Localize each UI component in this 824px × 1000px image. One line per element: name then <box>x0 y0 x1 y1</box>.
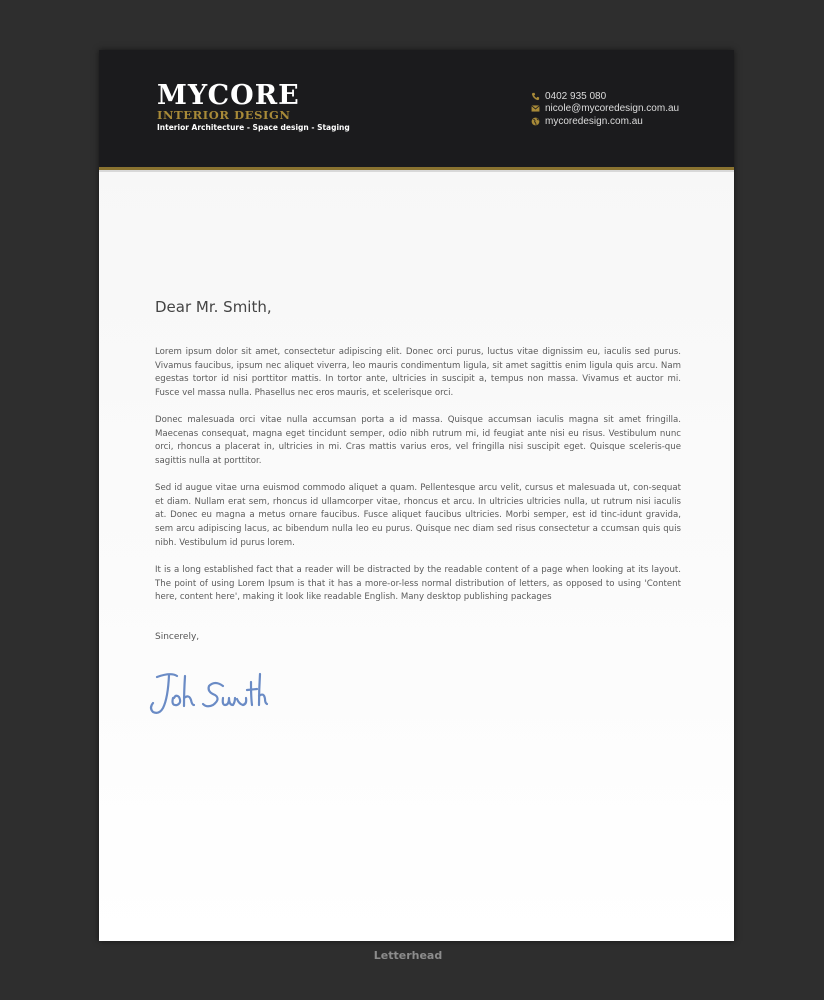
brand-logo <box>157 80 350 134</box>
globe-icon <box>531 117 540 126</box>
letter-paragraph-4: It is a long established fact that a reader will be distracted by the readable content of a page when looking at its layout. The point of using Lorem Ipsum is that it has a more-or-less normal distribution of letters, as opposed to using 'Content here, content here', making it look like readable English. Many desktop publishing packages <box>155 565 681 603</box>
letter-paragraph-2: Donec malesuada orci vitae nulla accumsan porta a id massa. Quisque accumsan iaculis magna sit amet fringilla. Maecenas consequat, magna eget tincidunt semper, odio nibh rutrum mi, id feugiat ante nisi eu risus. Vestibulum nunc orci, rhoncus a placerat in, ultricies in mi. Cras mattis varius eros, vel fringilla nisi suscipit eget. Quisque sceleris-que sagittis nulla at porttitor. <box>155 415 681 467</box>
contact-email <box>531 103 679 116</box>
handwritten-signature <box>147 668 269 724</box>
brand-subtitle: INTERIOR DESIGN <box>157 108 291 122</box>
website-url[interactable]: mycoredesign.com.au <box>545 115 643 127</box>
phone-number[interactable]: 0402 935 080 <box>545 90 607 102</box>
brand-tagline: Interior Architecture - Space design - Staging <box>157 123 350 132</box>
email-address[interactable]: nicole@mycoredesign.com.au <box>545 103 680 115</box>
contact-phone <box>531 90 679 103</box>
letter-paragraph-1: Lorem ipsum dolor sit amet, consectetur adipiscing elit. Donec orci purus, luctus vitae dignissim eu, iaculis sed purus. Vivamus faucibus, ipsum nec aliquet viverra, leo mauris condimentum ligula, sit amet sagittis enim ligula quis arcu. Nam egestas tortor id nisi porttitor mattis. In tortor ante, ultricies in suscipit a, tempus non massa. Vivamus et auctor mi. Fusce vel massa nulla. Phasellus nec eros mauris, et scelerisque orci. <box>155 347 681 399</box>
contact-website <box>531 115 679 128</box>
phone-icon <box>531 92 540 101</box>
contact-block <box>531 90 679 128</box>
envelope-icon <box>531 104 540 113</box>
letter-paragraph-3: Sed id augue vitae urna euismod commodo aliquet a quam. Pellentesque arcu velit, cursus et malesuada ut, con-sequat et diam. Nullam erat sem, rhoncus id ullamcorper vitae, rhoncus et arcu. In ultricies ultricies nulla, ut rutrum nisi iaculis at. Donec eu magna a metus ornare faucibus. Fusce aliquet faucibus ultricies. Morbi semper, est id tinc-idunt gravida, sem arcu adipiscing lacus, ac bibendum nulla leo eu purus. Quisque nec diam sed risus consectetur a ccumsan quis quis nibh. Vestibulum id purus lorem. <box>155 483 681 548</box>
brand-name: MYCORE <box>157 80 300 111</box>
letter-closing: Sincerely, <box>155 632 200 642</box>
letterhead-header <box>99 50 734 170</box>
letterhead-sheet <box>99 50 734 941</box>
letter-greeting: Dear Mr. Smith, <box>155 298 272 316</box>
mockup-caption: Letterhead <box>373 949 443 962</box>
